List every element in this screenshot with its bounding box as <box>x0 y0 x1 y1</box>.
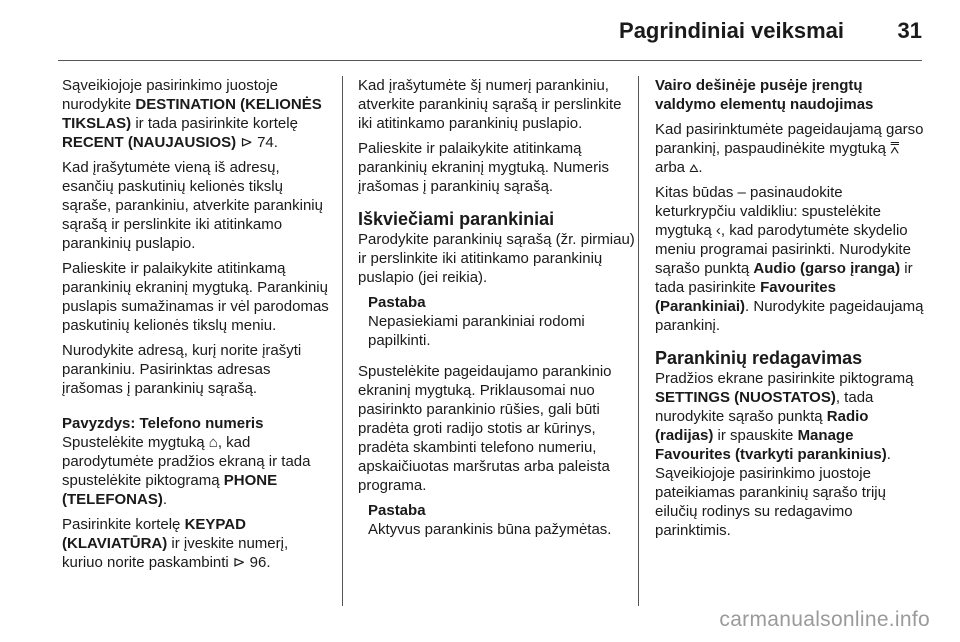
paragraph-press-hold: Palieskite ir palaikykite atitinkamą parankinių ekraninį mygtuką. Parankinių puslapis sumažinamas ir vėl parodomas paskutinių kelionės tikslų meniu. <box>62 260 329 334</box>
page-header <box>0 0 960 58</box>
subheading-steering-controls: Vairo dešinėje pusėje įrengtų valdymo elementų naudojimas <box>655 77 874 113</box>
column-1 <box>62 76 332 578</box>
paragraph-four-way: Kitas būdas – pasinaudokite keturkrypčiu valdikliu: spustelėkite mygtuką ‹, kad parodytumėte skydelio meniu programai pasirinkti. Nurodykite sąrašo punktą Audio (garso įranga) ir tada pasirinkite Favourites (Parankiniai). Nurodykite pageidaujamą parankinį. <box>655 184 924 334</box>
previous-favourite-icon: ⩟ <box>689 159 699 176</box>
chevron-left-icon: ‹ <box>715 222 721 239</box>
column-divider-left <box>342 76 343 606</box>
page-title: Pagrindiniai veiksmai <box>619 18 844 43</box>
paragraph-select-address: Nurodykite adresą, kurį norite įrašyti parankiniu. Pasirinktas adresas įrašomas į parankinių sąrašą. <box>62 342 302 397</box>
paragraph-save-number: Kad įrašytumėte šį numerį parankiniu, atverkite parankinių sąrašą ir perslinkite iki atitinkamo parankinių puslapio. <box>358 77 622 132</box>
paragraph-save-address: Kad įrašytumėte vieną iš adresų, esančių paskutinių kelionės tikslų sąraše, parankiniu, atverkite parankinių sąrašą ir perslinkite iki atitinkamo parankinių puslapio. <box>62 159 323 252</box>
page-number: 31 <box>897 18 922 43</box>
paragraph-number-saved: Palieskite ir palaikykite atitinkamą parankinių ekraninį mygtuką. Numeris įrašomas į parankinių sąrašą. <box>358 140 609 195</box>
note-unavailable: Pastaba Nepasiekiami parankiniai rodomi papilkinti. <box>368 294 585 349</box>
note-active: Pastaba Aktyvus parankinis būna pažymėtas. <box>368 502 612 538</box>
paragraph-tap-favourite: Spustelėkite pageidaujamo parankinio ekraninį mygtuką. Priklausomai nuo pasirinkto parankinio rūšies, gali būti pradėta groti radijo stotis ar kūrinys, pradėta skambinti telefono numeriu, apskaičiuotas maršrutas arba paleista programa. <box>358 363 612 494</box>
example-heading: Pavyzdys: Telefono numeris <box>62 415 264 432</box>
paragraph-home-button: Spustelėkite mygtuką ⌂, kad parodytumėte pradžios ekraną ir tada spustelėkite piktogramą PHONE (TELEFONAS). <box>62 434 311 508</box>
paragraph-show-list: Parodykite parankinių sąrašą (žr. pirmiau) ir perslinkite iki atitinkamo parankinių puslapio (jei reikia). <box>358 231 635 286</box>
paragraph-audio-favourite: Kad pasirinktumėte pageidaujamą garso parankinį, paspaudinėkite mygtuką ⩞ arba ⩟. <box>655 121 924 176</box>
paragraph-keypad: Pasirinkite kortelę KEYPAD (KLAVIATŪRA) ir įveskite numerį, kuriuo norite paskambinti ⊳ 96. <box>62 516 289 571</box>
paragraph-settings: Pradžios ekrane pasirinkite piktogramą SETTINGS (NUOSTATOS), tada nurodykite sąrašo punktą Radio (radijas) ir spauskite Manage Favourites (tvarkyti parankinius). Sąveikiojoje pasirinkimo juostoje pateikiamas parankinių sąrašo trijų eilučių rodinys su redagavimo parinktimis. <box>655 370 914 539</box>
section-heading-recall: Iškviečiami parankiniai <box>358 209 555 229</box>
next-favourite-icon: ⩞ <box>890 140 900 157</box>
watermark: carmanualsonline.info <box>719 608 930 631</box>
column-2 <box>358 76 638 551</box>
header-divider <box>58 60 922 61</box>
paragraph-destination: Sąveikiojoje pasirinkimo juostoje nurodykite DESTINATION (KELIONĖS TIKSLAS) ir tada pasirinkite kortelę RECENT (NAUJAUSIOS) ⊳ 74. <box>62 77 322 151</box>
column-3 <box>655 76 927 546</box>
section-heading-edit: Parankinių redagavimas <box>655 348 863 368</box>
column-divider-right <box>638 76 639 606</box>
home-icon: ⌂ <box>208 434 218 451</box>
